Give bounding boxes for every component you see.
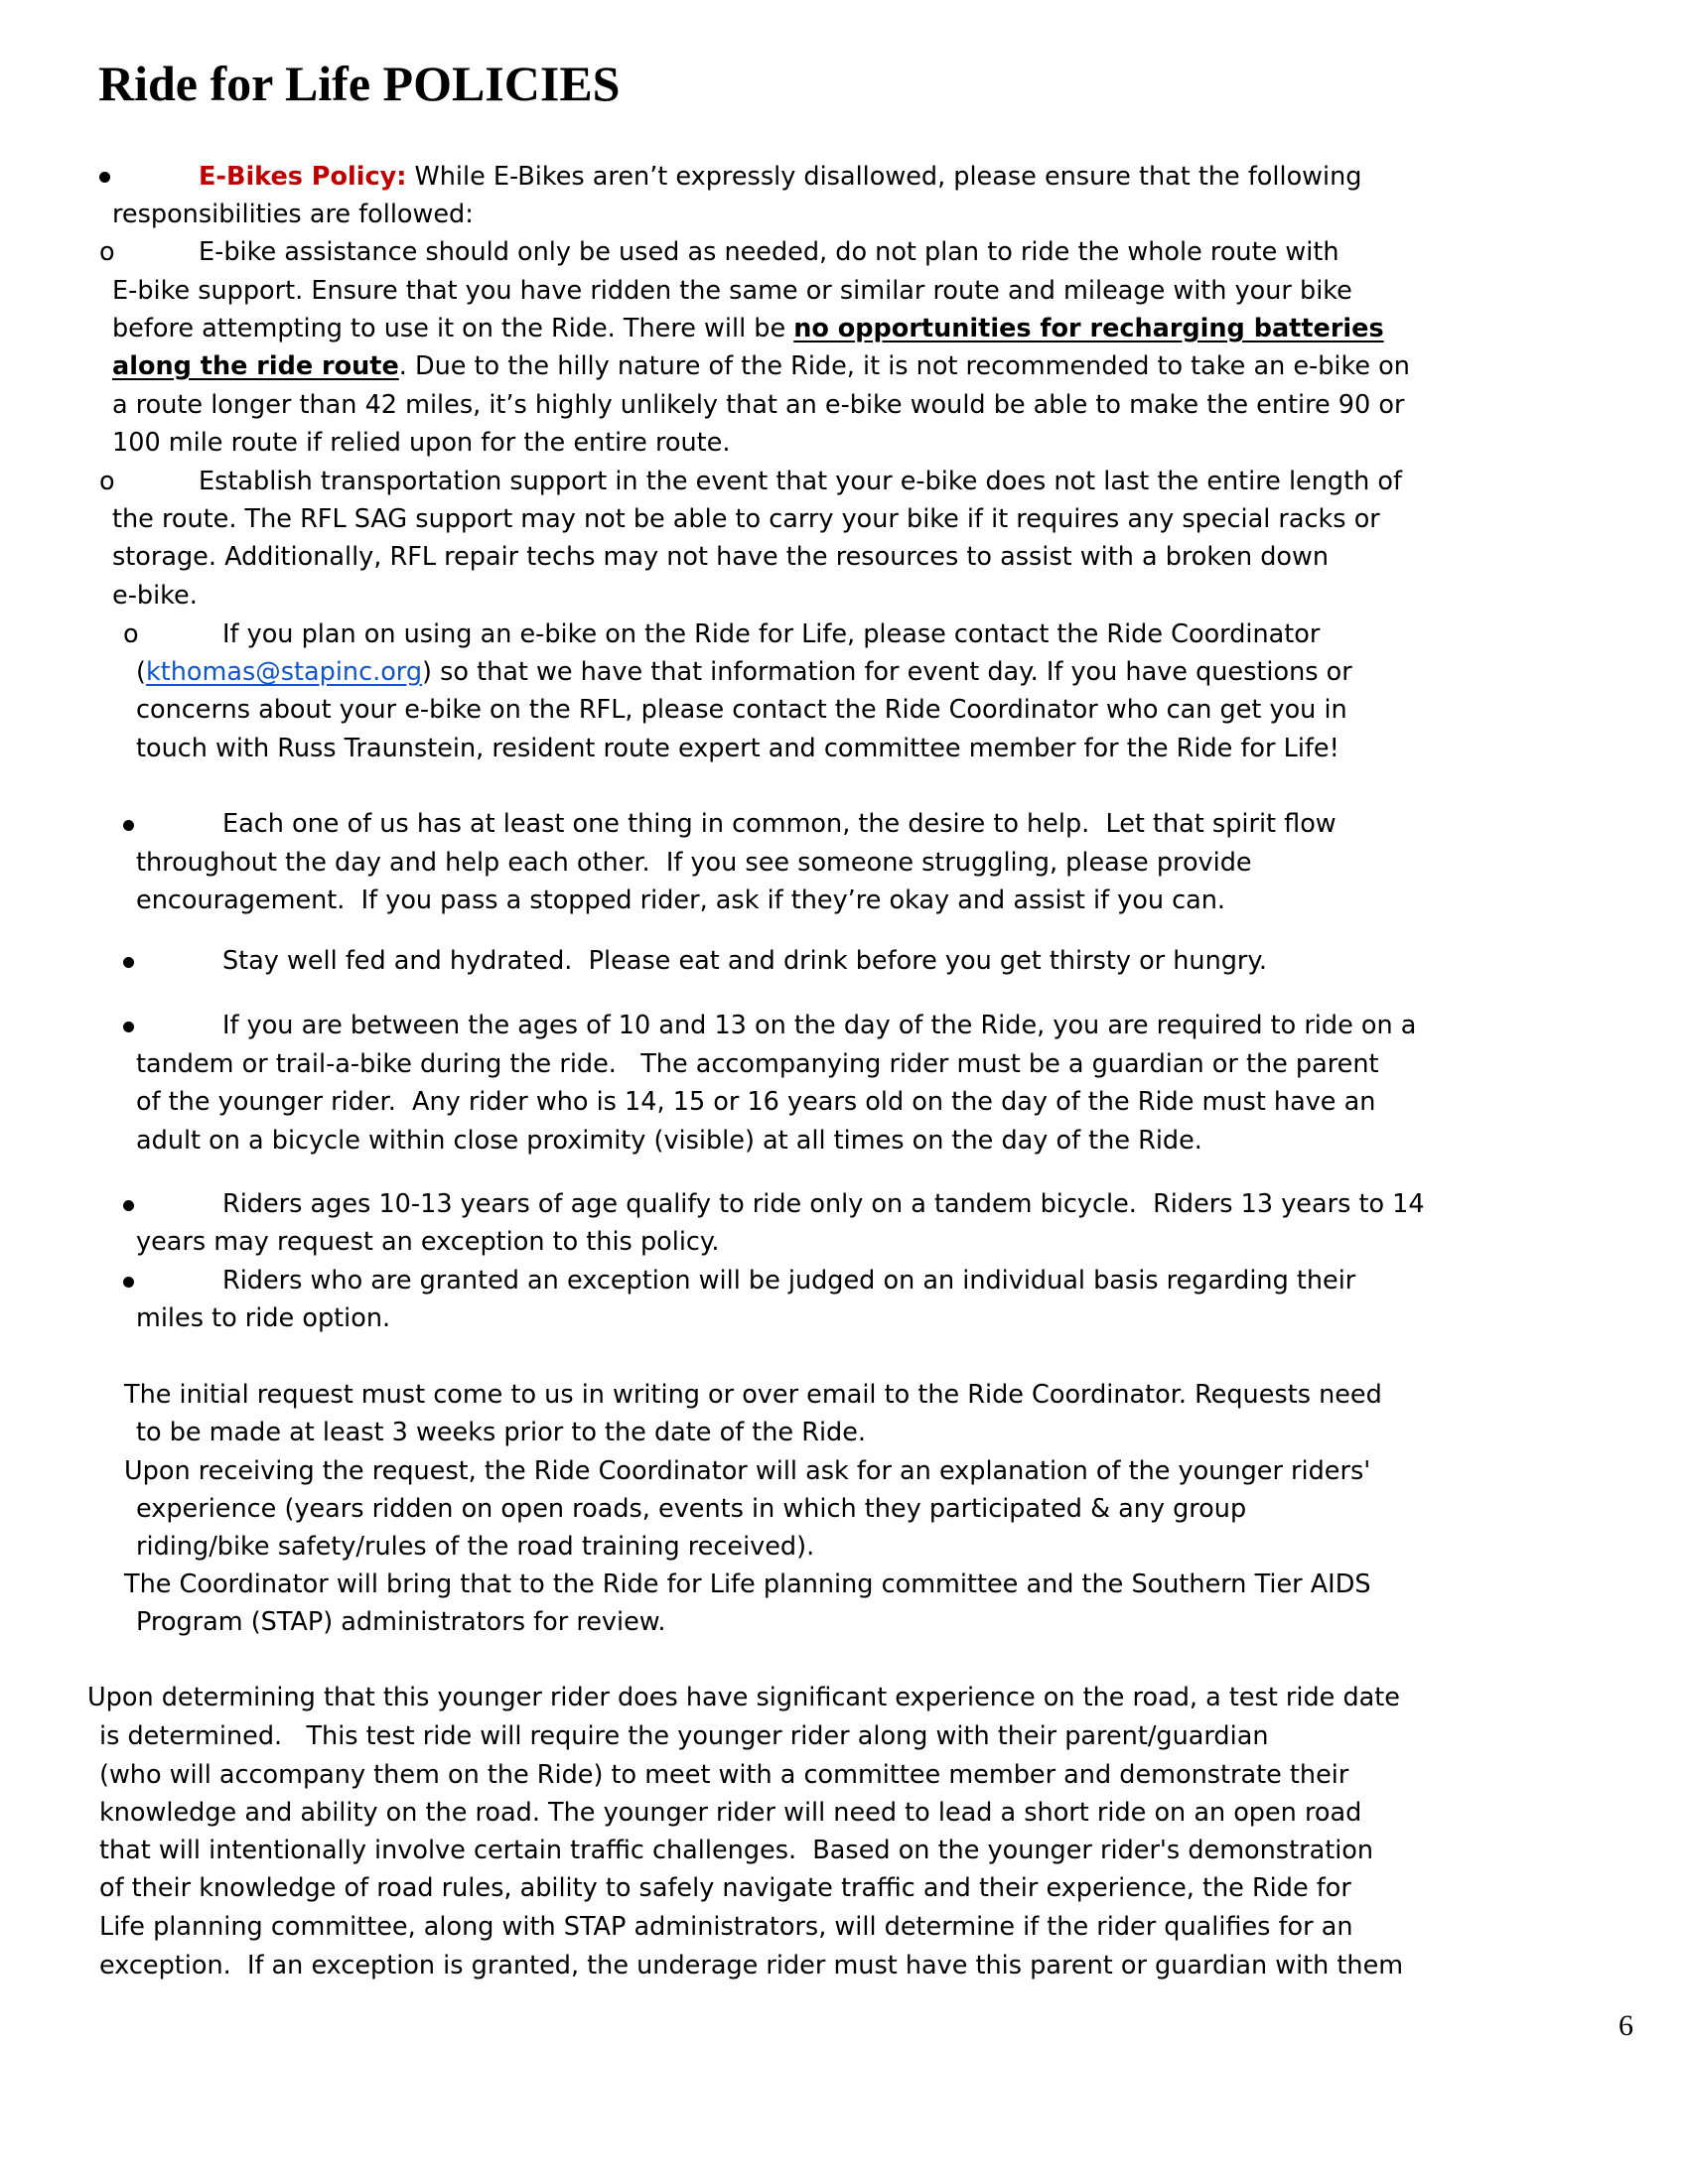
process-line: Upon receiving the request, the Ride Coordinator will ask for an explanation of the younger riders'	[124, 1456, 1371, 1486]
bullet-icon	[123, 820, 134, 831]
ebikes-sub1-text: before attempting to use it on the Ride. There will be	[112, 314, 794, 343]
bullet-line: miles to ride option.	[136, 1303, 391, 1333]
coordinator-email-link[interactable]: kthomas@stapinc.org	[145, 657, 423, 687]
paragraph-line: Upon determining that this younger rider does have significant experience on the road, a test ride date	[87, 1683, 1400, 1712]
paragraph-line: that will intentionally involve certain traffic challenges. Based on the younger rider's demonstration	[99, 1836, 1374, 1865]
sub-bullet-o-icon: o	[99, 467, 115, 496]
ebikes-sub2-line: the route. The RFL SAG support may not be able to carry your bike if it requires any special racks or	[112, 504, 1380, 534]
bullet-line: years may request an exception to this policy.	[136, 1227, 720, 1257]
bullet-line: of the younger rider. Any rider who is 14, 15 or 16 years old on the day of the Ride must have an	[136, 1087, 1376, 1117]
bullet-icon	[123, 1022, 134, 1032]
ebikes-intro-text: While E-Bikes aren’t expressly disallowed, please ensure that the following	[406, 162, 1362, 192]
bullet-line: Stay well fed and hydrated. Please eat and drink before you get thirsty or hungry.	[222, 946, 1267, 976]
ebikes-sub2-line: Establish transportation support in the event that your e-bike does not last the entire length of	[199, 467, 1402, 496]
no-recharging-emphasis: no opportunities for recharging batteries	[793, 314, 1384, 343]
paragraph-line: (who will accompany them on the Ride) to meet with a committee member and demonstrate their	[99, 1760, 1349, 1790]
page-title: Ride for Life POLICIES	[98, 56, 621, 111]
bullet-icon	[99, 172, 110, 183]
ebikes-sub3-line: If you plan on using an e-bike on the Ride for Life, please contact the Ride Coordinator	[222, 619, 1321, 649]
ebikes-sub1-line: a route longer than 42 miles, it’s highly unlikely that an e-bike would be able to make the entire 90 or	[112, 390, 1405, 420]
ebikes-sub1-line: E-bike support. Ensure that you have ridden the same or similar route and mileage with your bike	[112, 276, 1352, 306]
ebikes-sub1-line: E-bike assistance should only be used as needed, do not plan to ride the whole route with	[199, 237, 1339, 267]
ebikes-intro-line	[199, 160, 1361, 194]
no-recharging-emphasis: along the ride route	[112, 351, 399, 381]
paragraph-line: is determined. This test ride will require the younger rider along with their parent/guardian	[99, 1721, 1269, 1751]
process-line: The initial request must come to us in writing or over email to the Ride Coordinator. Requests need	[124, 1380, 1382, 1410]
paren: (	[136, 657, 146, 687]
bullet-line: adult on a bicycle within close proximity (visible) at all times on the day of the Ride.	[136, 1126, 1202, 1156]
bullet-icon	[123, 957, 134, 968]
process-line: to be made at least 3 weeks prior to the date of the Ride.	[136, 1418, 867, 1447]
bullet-icon	[123, 1277, 134, 1288]
paragraph-line: of their knowledge of road rules, ability to safely navigate traffic and their experience, the Ride for	[99, 1873, 1351, 1903]
sub-bullet-o-icon: o	[123, 619, 139, 649]
page-number: 6	[1618, 2009, 1633, 2042]
ebikes-sub1-line	[112, 349, 1410, 383]
bullet-icon	[123, 1200, 134, 1211]
process-line: riding/bike safety/rules of the road training received).	[136, 1532, 815, 1562]
ebikes-sub1-line	[112, 312, 1384, 345]
ebikes-policy-label: E-Bikes Policy:	[199, 162, 407, 192]
ebikes-intro-line: responsibilities are followed:	[112, 200, 474, 229]
ebikes-sub3-text: ) so that we have that information for event day. If you have questions or	[422, 657, 1352, 687]
ebikes-sub3-line: touch with Russ Traunstein, resident route expert and committee member for the Ride for Life!	[136, 734, 1339, 763]
ebikes-sub1-line: 100 mile route if relied upon for the entire route.	[112, 428, 731, 458]
bullet-line: tandem or trail-a-bike during the ride. The accompanying rider must be a guardian or the parent	[136, 1049, 1379, 1079]
process-line: The Coordinator will bring that to the Ride for Life planning committee and the Southern Tier AIDS	[124, 1570, 1371, 1599]
sub-bullet-o-icon: o	[99, 237, 115, 267]
bullet-line: Each one of us has at least one thing in common, the desire to help. Let that spirit flow	[222, 809, 1336, 839]
bullet-line: encouragement. If you pass a stopped rider, ask if they’re okay and assist if you can.	[136, 886, 1226, 915]
ebikes-sub2-line: e-bike.	[112, 581, 198, 611]
process-line: Program (STAP) administrators for review.	[136, 1607, 666, 1637]
bullet-line: throughout the day and help each other. If you see someone struggling, please provide	[136, 848, 1252, 878]
ebikes-sub3-line	[136, 655, 1352, 689]
paragraph-line: Life planning committee, along with STAP administrators, will determine if the rider qualifies for an	[99, 1912, 1353, 1942]
ebikes-sub3-line: concerns about your e-bike on the RFL, please contact the Ride Coordinator who can get you in	[136, 695, 1347, 725]
ebikes-sub2-line: storage. Additionally, RFL repair techs may not have the resources to assist with a broken down	[112, 542, 1330, 572]
bullet-line: Riders ages 10-13 years of age qualify to ride only on a tandem bicycle. Riders 13 years to 14	[222, 1189, 1425, 1219]
ebikes-sub1-text: . Due to the hilly nature of the Ride, it is not recommended to take an e-bike on	[398, 351, 1410, 381]
paragraph-line: exception. If an exception is granted, the underage rider must have this parent or guardian with them	[99, 1951, 1404, 1980]
bullet-line: Riders who are granted an exception will be judged on an individual basis regarding their	[222, 1266, 1356, 1296]
process-line: experience (years ridden on open roads, events in which they participated & any group	[136, 1494, 1247, 1524]
paragraph-line: knowledge and ability on the road. The younger rider will need to lead a short ride on an open road	[99, 1798, 1362, 1828]
bullet-line: If you are between the ages of 10 and 13 on the day of the Ride, you are required to ride on a	[222, 1011, 1417, 1040]
